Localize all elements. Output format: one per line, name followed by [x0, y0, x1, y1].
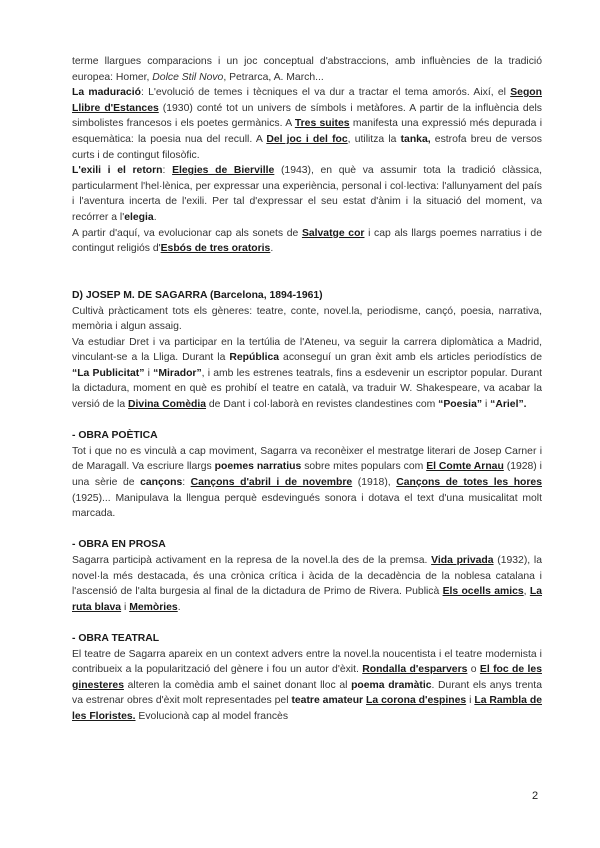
- title-link: Els ocells amics: [442, 586, 524, 598]
- title-link: Rondalla d'esparvers: [362, 664, 468, 676]
- text: o: [467, 664, 480, 676]
- bold-term: La maduració: [72, 87, 141, 99]
- text: .: [153, 211, 157, 223]
- title-link: Cançons de totes les hores: [396, 477, 542, 489]
- bold-term: República: [229, 352, 280, 364]
- text: , i amb les estrenes teatrals, fins a esdevenir un escriptor popular. Durant la dictadura, moment en què es prohibí el teatre en català, va traduir W. Shakespeare, va acabar la versió de la: [72, 367, 542, 411]
- paragraph-maduracio: [72, 85, 542, 163]
- title-link: Esbós de tres oratoris: [160, 243, 271, 255]
- text: , utilitza la: [347, 133, 401, 145]
- spacer: [72, 615, 542, 631]
- bold-term: “La Publicitat”: [72, 367, 145, 379]
- text: (1918),: [352, 477, 397, 489]
- title-link: Segon Llibre d'Estances: [72, 87, 542, 114]
- bold-term: poema dramàtic: [351, 679, 432, 691]
- text: terme llargues comparacions i un joc conceptual d'abstraccions, amb influències de la tradició europea: Homer,: [72, 56, 542, 83]
- section-title-obra-prosa: - OBRA EN PROSA: [72, 539, 166, 551]
- spacer: [72, 272, 542, 288]
- document-body: [72, 54, 542, 725]
- text: Sagarra participà activament en la represa de la novel.la des de la premsa.: [72, 555, 432, 566]
- text: i: [482, 399, 491, 411]
- title-link: Cançons d'abril i de novembre: [190, 477, 353, 489]
- text: .: [270, 243, 274, 255]
- title-link: El Comte Arnau: [426, 461, 504, 473]
- paragraph-obra-teatral: [72, 647, 542, 725]
- title-link: El foc de les ginesteres: [72, 664, 542, 691]
- text: ,: [523, 586, 530, 598]
- text: i cap als llargs poemes narratius i de contingut religiós d': [72, 227, 542, 255]
- paragraph-intro: [72, 54, 542, 85]
- bold-term: “Ariel”.: [490, 399, 527, 411]
- text: (1943), en què va assumir tota la tradició clàssica, particularment l'hel·lènica, per expressar una experiència, personal i col·lectiva: l'allunyament del país i l'aventura incerta de l'exili. Per tal d'expressar el seu estat d'ànim i la situació del moment, va recórrer a l': [72, 165, 543, 223]
- paragraph-evolucio: [72, 226, 542, 257]
- title-link: La Rambla de les Floristes.: [72, 695, 542, 722]
- section-title-obra-teatral: - OBRA TEATRAL: [72, 632, 160, 644]
- text: :: [162, 165, 173, 177]
- text: (1925)... Manipulava la llengua perquè esdevingués sonora i dotava el text d'una musicalitat molt marcada.: [72, 492, 542, 520]
- text: estrofa breu de versos curts i de contingut filosòfic.: [72, 133, 542, 161]
- bold-term: teatre amateur: [291, 695, 364, 707]
- spacer: [72, 522, 542, 538]
- text: sobre mites populars com: [301, 461, 427, 473]
- bold-term: L'exili i el retorn: [72, 165, 163, 177]
- text: (1930) conté tot un univers de símbols i metàfores. A partir de la influència dels simbolistes francesos i els poetes germànics. A: [72, 102, 542, 130]
- title-link: La ruta blava: [72, 586, 542, 613]
- title-link: Salvatge cor: [301, 227, 365, 239]
- page-number: 2: [532, 790, 539, 802]
- title-link: Del joc i del foc: [266, 133, 348, 145]
- title-link: Vida privada: [431, 555, 494, 566]
- text: alteren la comèdia amb el sainet donant lloc al: [123, 679, 352, 691]
- text: manifesta una expressió més depurada i esquemàtica: la poesia nua del recull. A: [72, 118, 542, 145]
- text: .: [177, 601, 181, 613]
- text: (1928) i una sèrie de: [72, 461, 542, 489]
- text: , Petrarca, A. March...: [223, 71, 324, 83]
- text: . Durant els anys trenta va estrenar obres d'èxit molt representades pel: [72, 679, 542, 707]
- text: i: [144, 367, 154, 379]
- bold-term: elegia: [124, 211, 154, 223]
- spacer: [72, 257, 542, 273]
- paragraph-exili: [72, 163, 542, 225]
- text: :: [182, 477, 191, 489]
- bold-term: “Poesia”: [438, 399, 483, 411]
- title-link: Elegies de Bierville: [172, 165, 275, 177]
- title-link: Memòries: [129, 601, 178, 613]
- text: (1932), la novel·la més destacada, és una crònica crítica i àcida de la decadència de la noblesa catalana i l'ascensió de l'alta burgesia al final de la dictadura de Primo de Rivera. Publicà: [72, 555, 542, 598]
- paragraph-obra-prosa: [72, 553, 542, 615]
- bold-term: cançons: [140, 477, 183, 489]
- title-link: Tres suites: [294, 118, 350, 130]
- paragraph-biografia: [72, 335, 542, 413]
- title-link: La corona d'espines: [366, 695, 467, 707]
- text: A partir d'aquí, va evolucionar cap als sonets de: [72, 227, 302, 239]
- text: : L'evolució de temes i tècniques el va dur a tractar el tema amorós. Així, el: [140, 87, 511, 99]
- section-title-obra-poetica: - OBRA POÈTICA: [72, 430, 158, 442]
- text: i: [121, 601, 130, 613]
- text: i: [466, 695, 475, 707]
- italic-text: Dolce Stil Novo: [152, 71, 224, 83]
- text: Tot i que no es vinculà a cap moviment, Sagarra va reconèixer el mestratge literari de Josep Carner i de Maragall. Va escriure llargs: [72, 445, 542, 473]
- spacer: [72, 413, 542, 429]
- text: Evolucionà cap al model francès: [135, 710, 289, 722]
- paragraph-generes: Cultivà pràcticament tots els gèneres: teatre, conte, novel.la, periodisme, cançó, poesia, narrativa, memòria i algun assaig.: [72, 305, 542, 333]
- title-link: Divina Comèdia: [128, 399, 206, 411]
- text: El teatre de Sagarra apareix en un context advers entre la novel.la noucentista i el teatre modernista i contribueix a la popularització del gènere i fou un autor d'èxit.: [72, 648, 542, 676]
- text: Va estudiar Dret i va participar en la tertúlia de l'Ateneu, va seguir la carrera diplomàtica a Madrid, vinculant-se a la Lliga. Durant la: [72, 336, 542, 364]
- bold-term: “Mirador”: [153, 367, 202, 379]
- bold-term: tanka,: [400, 133, 431, 145]
- paragraph-obra-poetica: [72, 444, 542, 522]
- text: de Dant i col·laborà en revistes clandestines com: [205, 399, 439, 411]
- text: aconseguí un gran èxit amb els articles periodístics de: [279, 352, 542, 364]
- bold-term: poemes narratius: [214, 461, 302, 473]
- section-title-sagarra: D) JOSEP M. DE SAGARRA (Barcelona, 1894-1961): [72, 289, 323, 301]
